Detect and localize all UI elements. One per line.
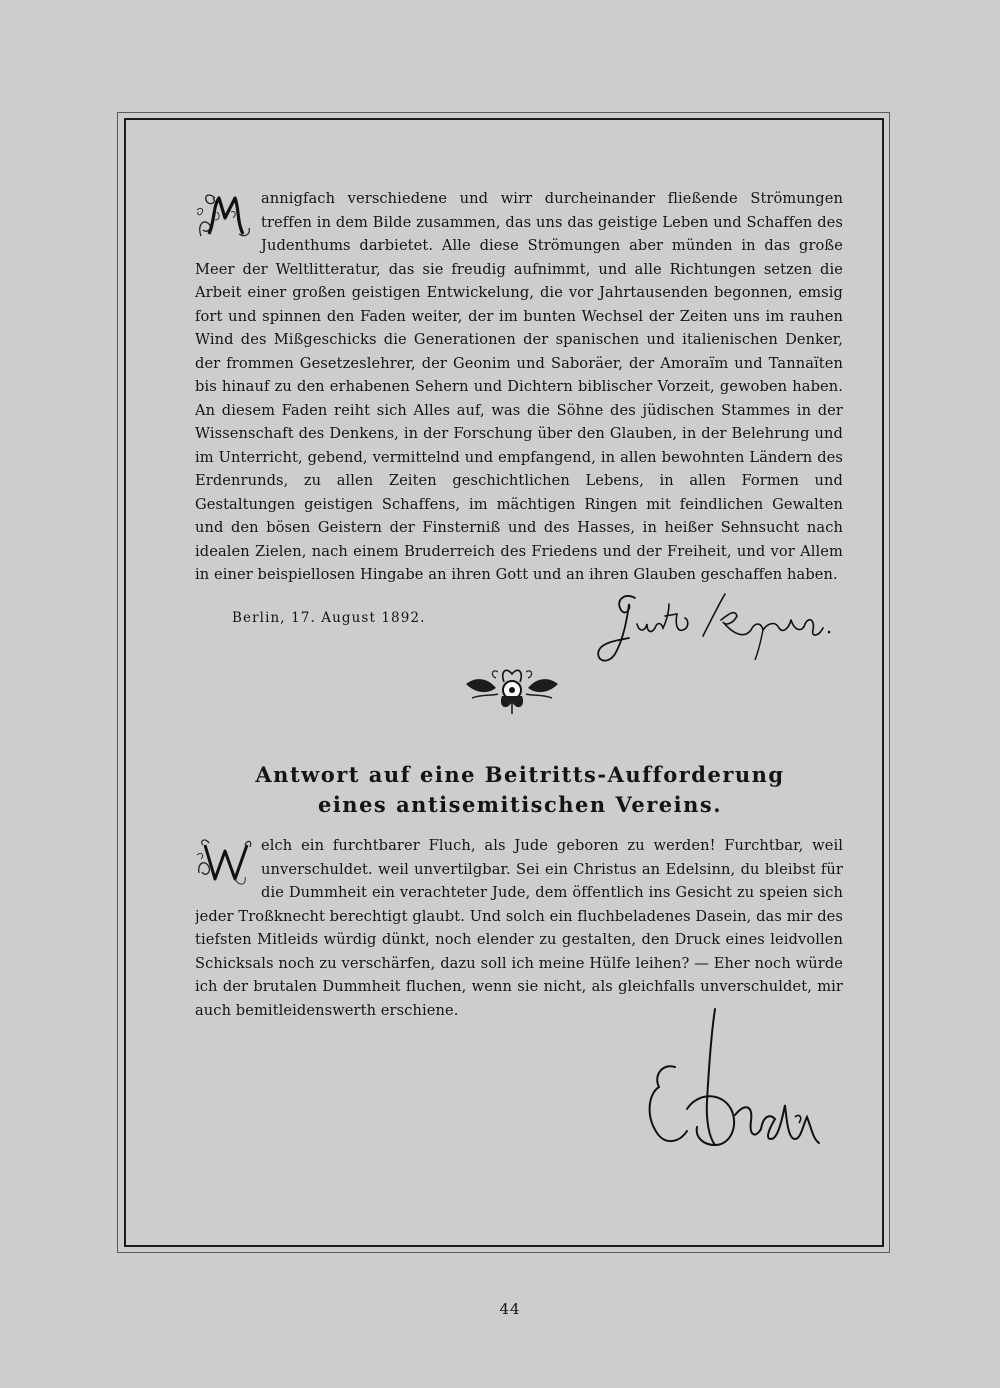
- essay-paragraph: [195, 187, 843, 603]
- dropcap-m-ornament: [195, 190, 253, 242]
- dateline: Berlin, 17. August 1892.: [232, 610, 426, 626]
- letter-paragraph: [195, 834, 843, 1030]
- page-number: 44: [499, 1300, 521, 1318]
- section-title-line2: eines antisemitischen Vereins.: [317, 792, 723, 817]
- signature-gustav-karpeles: [585, 580, 835, 670]
- essay-text: annigfach verschiedene und wirr durcheinander fließende Strömungen treffen in dem Bilde zusammen, das uns das geistige Leben und Schaffen des Judenthums darbietet. Alle diese Strömungen aber münden in das große Meer der Weltlitteratur, das sie freudig aufnimmt, und alle Richtungen setzen die Arbeit einer großen geistigen Entwickelung, die vor Jahrtausenden begonnen, emsig fort und spinnen den Faden weiter, der im bunten Wechsel der Zeiten uns im rauhen Wind des Mißgeschicks die Generationen der spanischen und italienischen Denker, der frommen Gesetzeslehrer, der Geonim und Saboräer, der Amoraïm und Tannaïten bis hinauf zu den erhabenen Sehern und Dichtern biblischer Vorzeit, gewoben haben. An diesem Faden reiht sich Alles auf, was die Söhne des jüdischen Stammes in der Wissenschaft des Denkens, in der Forschung über den Glauben, in der Belehrung und im Unterricht, gebend, vermittelnd und empfangend, in allen bewohnten Ländern des Erdenrunds, zu allen Zeiten geschichtlichen Lebens, in allen Formen und Gestaltungen geistigen Schaffens, im mächtigen Ringen mit feindlichen Gewalten und den bösen Geistern der Finsterniß und des Hasses, in heißer Sehnsucht nach idealen Zielen, nach einem Bruderreich des Friedens und der Freiheit, und vor Allem in einer beispiellosen Hingabe an ihren Gott und an ihren Glauben geschaffen haben.: [195, 190, 843, 583]
- floral-ornament: [462, 662, 562, 717]
- letter-text: elch ein furchtbarer Fluch, als Jude geboren zu werden! Furchtbar, weil unverschuldet. weil unvertilgbar. Sei ein Christus an Edelsinn, du bleibst für die Dummheit ein verachteter Jude, dem öffentlich ins Gesicht zu speien sich jeder Troßknecht berechtigt glaubt. Und solch ein fluchbeladenes Dasein, das mir des tiefsten Mitleids würdig dünkt, noch elender zu gestalten, den Druck eines leidvollen Schicksals noch zu verschärfen, dazu soll ich meine Hülfe leihen? — Eher noch würde ich der brutalen Dummheit fluchen, wenn sie nicht, als gleichfalls unverschuldet, mir auch bemitleidenswerth erschiene.: [195, 837, 843, 1019]
- signature-e-daelen: [635, 1005, 835, 1165]
- dropcap-w-ornament: [195, 837, 253, 889]
- section-title: Antwort auf eine Beitritts-Aufforderung: [255, 762, 785, 787]
